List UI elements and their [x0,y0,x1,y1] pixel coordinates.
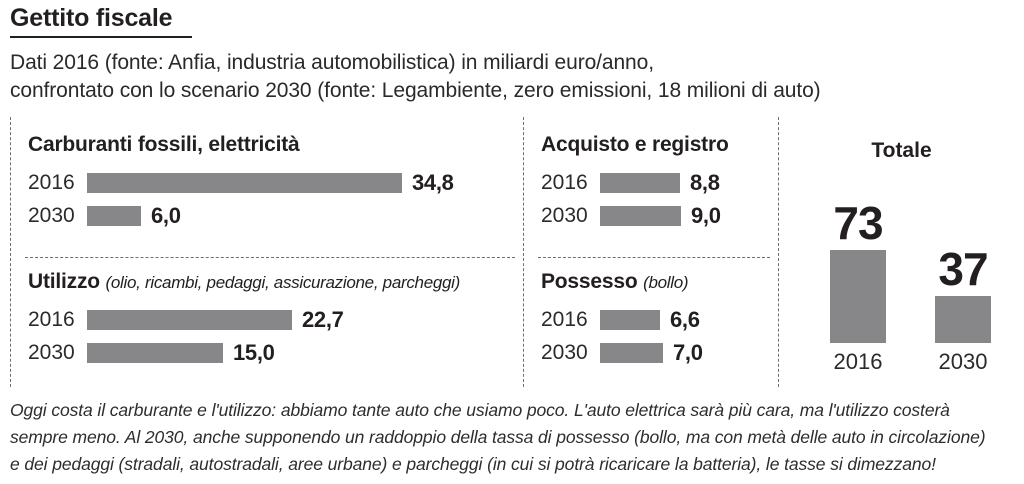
bar-possesso-2030 [600,343,663,363]
panel-title-text: Carburanti fossili, elettricità [28,133,300,156]
bar-row-possesso-2030 [541,336,778,369]
bar-value-label: 8,8 [690,169,720,195]
page-title: Gettito fiscale [10,4,192,38]
year-label: 2016 [541,307,588,331]
year-label: 2030 [541,340,588,364]
panel-title-note: (olio, ricambi, pedaggi, assicurazione, parcheggi) [105,273,460,292]
bar-row-acquisto-2030 [541,199,778,232]
column-left [10,117,523,387]
bar-row-possesso-2016 [541,303,778,336]
panel-possesso [524,258,778,387]
total-value-label: 37 [938,243,988,295]
panel-possesso-title [541,270,778,294]
panel-acquisto [524,117,778,257]
total-title: Totale [871,139,932,162]
bar-value-label: 34,8 [412,169,454,195]
bar-utilizzo-2030 [87,343,223,363]
chart-area [10,117,1024,387]
panel-title-note: (bollo) [643,273,689,292]
total-bars [779,179,1024,375]
panel-acquisto-title [541,133,778,157]
column-total [778,117,1024,387]
bar-value-label: 6,6 [670,306,700,332]
bar-row-carburanti-2030 [28,199,523,232]
subtitle-line-2: confrontato con lo scenario 2030 (fonte: Legambiente, zero emissioni, 18 milioni di auto) [10,79,821,102]
panel-carburanti-title [28,133,523,157]
year-label: 2030 [28,340,75,364]
bar-acquisto-2016 [600,173,680,193]
bar-utilizzo-2016 [87,310,292,330]
year-label: 2016 [28,307,75,331]
panel-title-text: Possesso [541,270,638,293]
bar-total-2030 [935,296,991,343]
subtitle-line-1: Dati 2016 (fonte: Anfia, industria automobilistica) in miliardi euro/anno, [10,51,654,74]
bar-total-2016 [830,250,886,343]
total-year-label: 2030 [938,349,988,374]
bar-carburanti-2016 [87,173,402,193]
bar-acquisto-2030 [600,206,681,226]
bar-value-label: 15,0 [233,339,275,365]
total-group-2016 [830,197,886,375]
bar-value-label: 6,0 [151,202,181,228]
panel-title-text: Utilizzo [28,270,100,293]
year-label: 2016 [28,170,75,194]
total-group-2030 [935,243,991,375]
year-label: 2016 [541,170,588,194]
panel-carburanti [11,117,523,257]
panel-utilizzo [11,258,523,387]
year-label: 2030 [541,203,588,227]
footer-comment [10,397,1024,478]
panel-title-text: Acquisto e registro [541,133,729,156]
bar-value-label: 22,7 [302,306,344,332]
total-value-label: 73 [833,197,883,249]
bar-row-utilizzo-2016 [28,303,523,336]
bar-value-label: 7,0 [673,339,703,365]
footer-line-3: e dei pedaggi (stradali, autostradali, aree urbane) e parcheggi (in cui si potrà ricaricare la batteria), le tasse si dimezzano! [10,454,936,474]
total-year-label: 2016 [833,349,883,374]
bar-possesso-2016 [600,310,660,330]
panel-utilizzo-title [28,270,523,294]
bar-row-utilizzo-2030 [28,336,523,369]
bar-value-label: 9,0 [691,202,721,228]
year-label: 2030 [28,203,75,227]
subtitle [10,49,1024,105]
footer-line-2: sempre meno. Al 2030, anche supponendo un raddoppio della tassa di possesso (bollo, ma con metà delle auto in circolazione) [10,427,986,447]
bar-row-carburanti-2016 [28,166,523,199]
bar-row-acquisto-2016 [541,166,778,199]
bar-carburanti-2030 [87,206,141,226]
column-middle [523,117,778,387]
footer-line-1: Oggi costa il carburante e l'utilizzo: abbiamo tante auto che usiamo poco. L'auto elettrica sarà più cara, ma l'utilizzo costerà [10,400,950,420]
